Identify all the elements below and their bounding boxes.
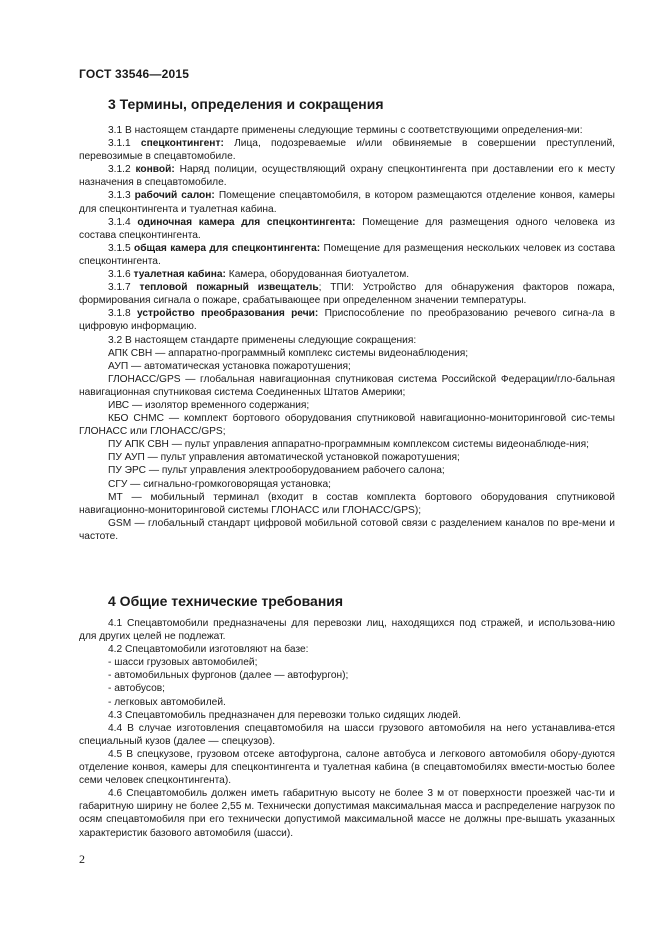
- paragraph: [79, 189, 615, 215]
- section-3-body: [79, 124, 615, 543]
- clause-number: 3.1.3: [108, 190, 131, 202]
- clause-number: 3.1: [108, 125, 123, 136]
- paragraph: [79, 268, 615, 281]
- paragraph-text: Приспособление по преобразованию речевого сигна-ла в цифровую информацию.: [79, 308, 616, 333]
- paragraph: [79, 163, 615, 189]
- paragraph: [79, 669, 615, 682]
- paragraph: [79, 451, 615, 464]
- paragraph: [79, 399, 615, 412]
- paragraph: [79, 709, 615, 722]
- paragraph-text: Спецавтомобили изготовляют на базе:: [125, 644, 309, 656]
- section-4-title: 4 Общие технические требования: [108, 593, 344, 609]
- paragraph-text: - легковых автомобилей.: [108, 696, 226, 708]
- paragraph-text: ИВС — изолятор временного содержания;: [108, 399, 310, 411]
- paragraph: [79, 748, 615, 787]
- paragraph-text: Лица, подозреваемые и/или обвиняемые в совершении преступлений, перевозимые в спецавтомобиле.: [79, 138, 615, 163]
- paragraph: [79, 656, 615, 669]
- paragraph-text: Помещение для размещения одного человека из состава спецконтингента.: [79, 216, 615, 241]
- term: тепловой пожарный извещатель: [139, 282, 319, 294]
- paragraph: [79, 412, 615, 438]
- paragraph-text: ГЛОНАСС/GPS — глобальная навигационная спутниковая система Российской Федерации/гло-бальная навигационная спутниковая система Соединенных Штатов Америки;: [79, 373, 615, 398]
- paragraph: [79, 438, 615, 451]
- paragraph: [79, 491, 615, 517]
- paragraph: [79, 307, 615, 333]
- paragraph: [79, 281, 615, 307]
- paragraph-text: В настоящем стандарте применены следующие термины с соответствующими определения-ми:: [125, 125, 583, 136]
- clause-number: 3.1.4: [108, 216, 131, 228]
- paragraph-text: Спецавтомобиль предназначен для перевозки только сидящих людей.: [125, 709, 461, 721]
- paragraph-text: Наряд полиции, осуществляющий охрану спецконтингента при доставлении его к месту назначения в спецавтомобиле.: [79, 164, 615, 189]
- paragraph: [79, 643, 615, 656]
- paragraph-text: В спецкузове, грузовом отсеке автофургона, салоне автобуса и легкового автомобиля обору-дуются отделение конвоя, камеры для спецконтингента и туалетная кабина (в спецавтомобилях вмести-мостью более семи человек спецконтингента).: [79, 748, 615, 787]
- paragraph-text: ПУ АПК СВН — пульт управления аппаратно-программным комплексом системы видеонаблюде-ния;: [108, 439, 589, 451]
- term: одиночная камера для спецконтингента:: [137, 216, 356, 228]
- paragraph: [79, 373, 615, 399]
- paragraph: [79, 137, 615, 163]
- clause-number: 3.1.1: [108, 138, 131, 150]
- paragraph-text: ПУ ЭРС — пульт управления электрооборудованием рабочего салона;: [108, 465, 445, 477]
- term: рабочий салон:: [134, 190, 215, 202]
- paragraph: [79, 360, 615, 373]
- paragraph-text: Спецавтомобиль должен иметь габаритную высоту не более 3 м от поверхности проезжей час-ти и габаритную ширину не более 2,55 м. Технически допустимая максимальная масса и распределение нагрузок по осям спецавтомобиля при его технически допустимой максимальной массе не должны пре-вышать указанных характеристик базового автомобиля (шасси).: [79, 788, 615, 839]
- paragraph-text: Спецавтомобили предназначены для перевозки лиц, находящихся под стражей, и использова-нию для других целей не подлежат.: [79, 618, 615, 643]
- paragraph: [79, 464, 615, 477]
- paragraph-text: КБО СНМС — комплект бортового оборудования спутниковой навигационно-мониторинговой сис-темы ГЛОНАСС или ГЛОНАСС/GPS;: [79, 413, 615, 438]
- paragraph-text: - автомобильных фургонов (далее — автофургон);: [108, 670, 349, 682]
- paragraph-text: - шасси грузовых автомобилей;: [108, 657, 258, 669]
- document-header: ГОСТ 33546—2015: [79, 67, 190, 81]
- paragraph: [79, 334, 615, 347]
- paragraph: [79, 617, 615, 643]
- paragraph-text: МТ — мобильный терминал (входит в состав комплекта бортового оборудования спутниковой навигационно-мониторинговой системы ГЛОНАСС или ГЛОНАСС/GPS);: [79, 491, 615, 516]
- paragraph-text: Помещение спецавтомобиля, в котором размещаются отделение конвоя, камеры для спецконтингента и туалетная кабина.: [79, 190, 615, 215]
- paragraph: [79, 682, 615, 695]
- paragraph: [79, 696, 615, 709]
- clause-number: 4.2: [108, 644, 123, 656]
- term: общая камера для спецконтингента:: [134, 242, 321, 254]
- term: конвой:: [135, 164, 175, 176]
- paragraph-text: СГУ — сигнально-громкоговорящая установка;: [108, 478, 331, 490]
- paragraph: [79, 124, 615, 137]
- paragraph: [79, 347, 615, 360]
- section-4-body: [79, 617, 615, 840]
- page-number: 2: [79, 852, 85, 866]
- paragraph: [79, 478, 615, 491]
- paragraph: [79, 242, 615, 268]
- paragraph: [79, 722, 615, 748]
- clause-number: 3.1.5: [108, 242, 131, 254]
- paragraph-text: АУП — автоматическая установка пожаротушения;: [108, 360, 351, 372]
- paragraph-text: Помещение для размещения нескольких человек из состава спецконтингента.: [79, 242, 616, 267]
- paragraph-text: GSM — глобальный стандарт цифровой мобильной сотовой связи с разделением каналов по вре-мени и частоте.: [79, 517, 615, 542]
- clause-number: 4.3: [108, 709, 123, 721]
- paragraph-text: - автобусов;: [108, 683, 166, 695]
- paragraph-text: ; ТПИ: Устройство для обнаружения факторов пожара, формирования сигнала о пожаре, срабатывающее при определенном значении температуры.: [79, 282, 615, 307]
- term: устройство преобразования речи:: [136, 308, 319, 320]
- paragraph-text: АПК СВН — аппаратно-программный комплекс системы видеонаблюдения;: [108, 347, 469, 359]
- paragraph-text: Камера, оборудованная биотуалетом.: [228, 269, 410, 281]
- paragraph: [79, 216, 615, 242]
- paragraph: [79, 517, 615, 543]
- clause-number: 4.4: [108, 722, 123, 734]
- term: спецконтингент:: [140, 138, 224, 150]
- paragraph-text: В случае изготовления спецавтомобиля на шасси грузового автомобиля на него устанавлива-ется специальный кузов (далее — спецкузов).: [79, 722, 615, 747]
- clause-number: 3.1.7: [108, 282, 131, 294]
- clause-number: 4.6: [108, 788, 123, 800]
- paragraph: [79, 787, 615, 839]
- paragraph-text: ПУ АУП — пульт управления автоматической установкой пожаротушения;: [108, 452, 460, 464]
- clause-number: 3.1.2: [108, 164, 131, 176]
- clause-number: 3.1.6: [108, 269, 131, 281]
- clause-number: 3.1.8: [108, 308, 131, 320]
- term: туалетная кабина:: [133, 269, 226, 281]
- clause-number: 4.5: [108, 748, 123, 760]
- section-3-title: 3 Термины, определения и сокращения: [108, 96, 384, 112]
- clause-number: 4.1: [108, 618, 123, 629]
- clause-number: 3.2: [108, 334, 123, 346]
- paragraph-text: В настоящем стандарте применены следующие сокращения:: [125, 334, 417, 346]
